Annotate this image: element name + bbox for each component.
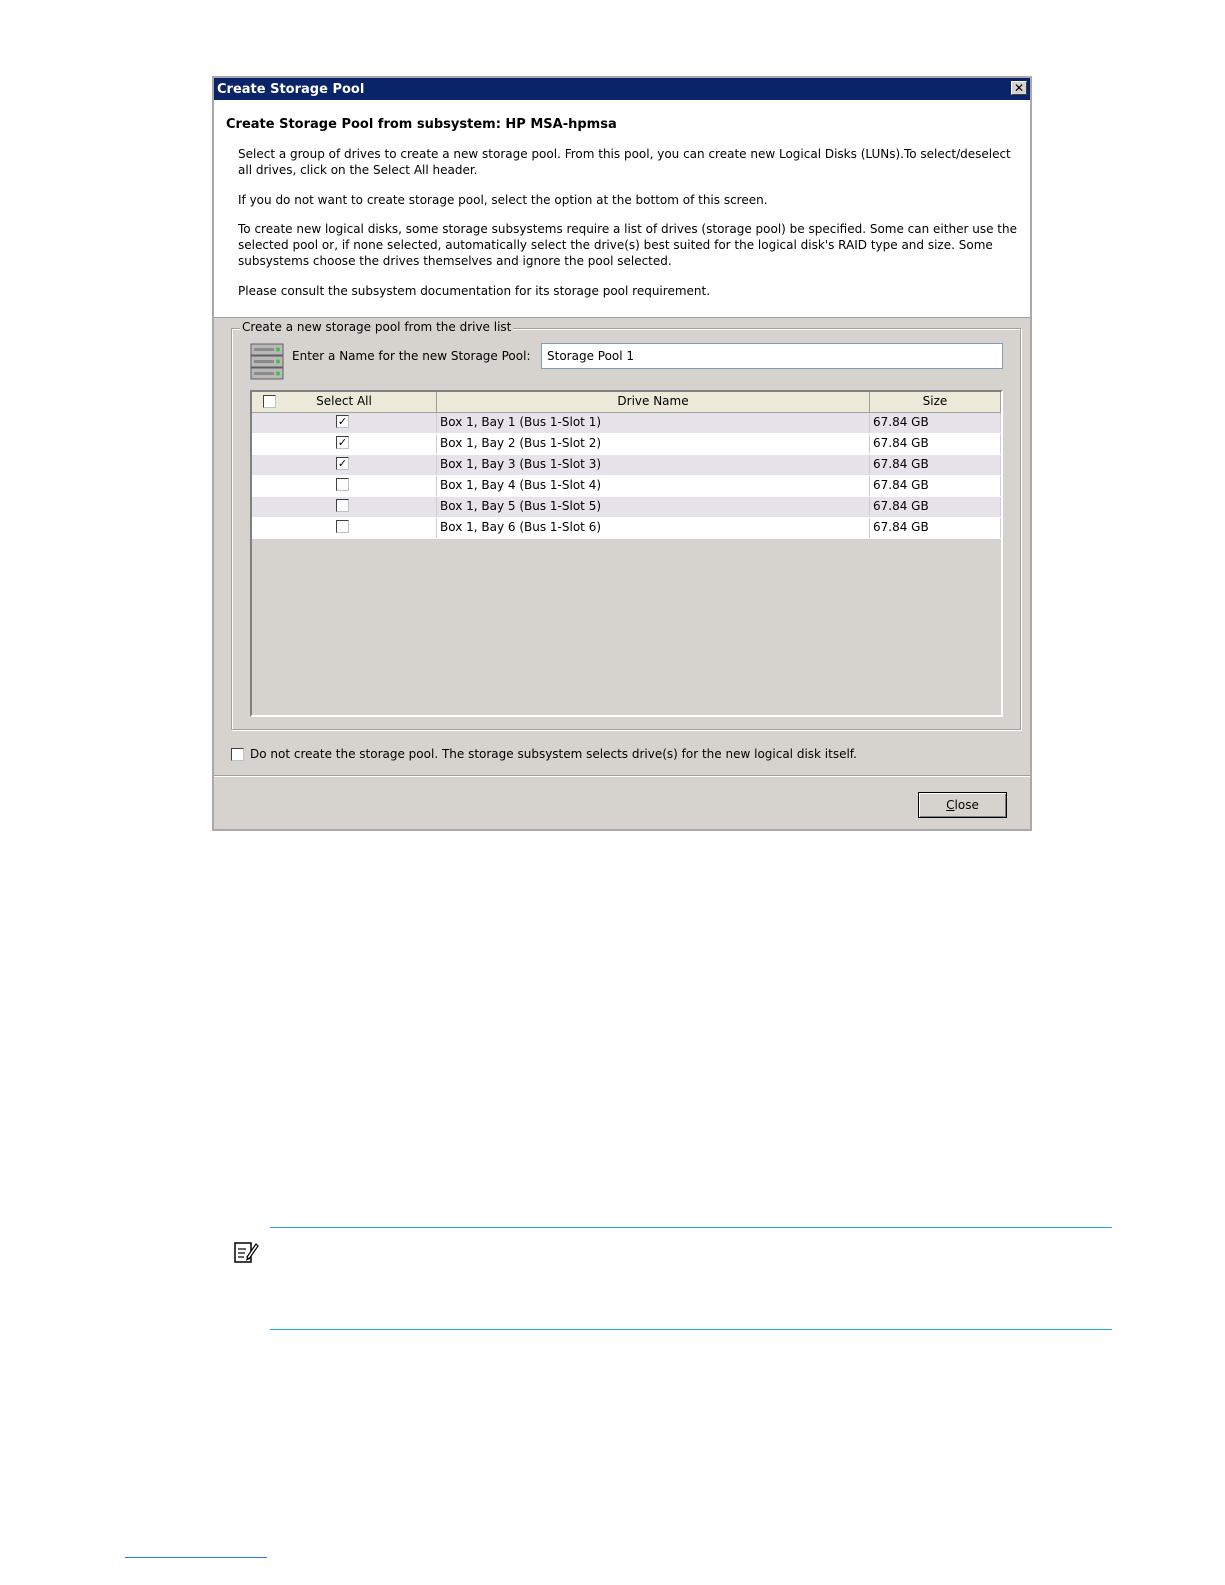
note-top-rule xyxy=(270,1227,1112,1228)
table-row[interactable] xyxy=(252,476,1001,497)
close-button[interactable] xyxy=(918,792,1007,818)
no-pool-label: Do not create the storage pool. The storage subsystem selects drive(s) for the new logical disk itself. xyxy=(250,747,857,761)
group-label: Create a new storage pool from the drive list xyxy=(242,320,512,334)
table-row[interactable] xyxy=(252,518,1001,539)
grid-header xyxy=(252,392,1001,413)
drive-select-cell[interactable] xyxy=(252,455,437,475)
table-row[interactable] xyxy=(252,455,1001,476)
drive-checkbox[interactable]: ✓ xyxy=(337,457,348,470)
pool-name-input[interactable] xyxy=(541,343,1003,369)
drive-name-cell: Box 1, Bay 3 (Bus 1-Slot 3) xyxy=(437,455,870,475)
info-paragraph-1: Select a group of drives to create a new storage pool. From this pool, you can create new Logical Disks (LUNs).To select/deselect all drives, click on the Select All header. xyxy=(238,147,1011,177)
footer-separator xyxy=(214,775,1030,777)
pool-name-label: Enter a Name for the new Storage Pool: xyxy=(292,349,531,363)
table-row[interactable] xyxy=(252,434,1001,455)
info-paragraph-4: Please consult the subsystem documentation for its storage pool requirement. xyxy=(238,284,711,298)
drive-checkbox[interactable]: ✓ xyxy=(337,436,348,449)
drive-name-cell: Box 1, Bay 4 (Bus 1-Slot 4) xyxy=(437,476,870,496)
dialog-heading: Create Storage Pool from subsystem: HP MSA-hpmsa xyxy=(226,117,617,132)
drive-name-cell: Box 1, Bay 5 (Bus 1-Slot 5) xyxy=(437,497,870,517)
drive-name-cell: Box 1, Bay 2 (Bus 1-Slot 2) xyxy=(437,434,870,454)
dialog-titlebar xyxy=(214,78,1030,100)
drive-size-cell: 67.84 GB xyxy=(870,476,1001,496)
drive-checkbox[interactable] xyxy=(336,520,349,533)
select-all-checkbox[interactable] xyxy=(263,395,276,408)
drive-select-cell[interactable] xyxy=(252,413,437,433)
drive-rows xyxy=(252,413,1001,539)
drive-name-cell: Box 1, Bay 6 (Bus 1-Slot 6) xyxy=(437,518,870,538)
footer-link-rule xyxy=(125,1557,267,1558)
drive-grid xyxy=(250,390,1003,717)
table-row[interactable] xyxy=(252,413,1001,434)
drive-size-cell: 67.84 GB xyxy=(870,497,1001,517)
close-button-label: lose xyxy=(954,798,979,812)
drive-list-group xyxy=(231,320,1021,730)
table-row[interactable] xyxy=(252,497,1001,518)
create-storage-pool-dialog xyxy=(212,76,1032,831)
select-all-header[interactable] xyxy=(252,392,437,412)
drive-name-header[interactable]: Drive Name xyxy=(437,392,870,412)
drive-name-cell: Box 1, Bay 1 (Bus 1-Slot 1) xyxy=(437,413,870,433)
drive-size-cell: 67.84 GB xyxy=(870,455,1001,475)
drive-size-cell: 67.84 GB xyxy=(870,434,1001,454)
drive-select-cell[interactable] xyxy=(252,518,437,538)
info-panel xyxy=(214,100,1030,318)
drive-select-cell[interactable] xyxy=(252,476,437,496)
close-button-accel: C xyxy=(946,798,955,812)
note-icon xyxy=(233,1240,259,1264)
storage-pool-icon xyxy=(250,343,284,381)
drive-size-cell: 67.84 GB xyxy=(870,518,1001,538)
drive-checkbox[interactable] xyxy=(336,499,349,512)
drive-select-cell[interactable] xyxy=(252,497,437,517)
drive-checkbox[interactable] xyxy=(336,478,349,491)
select-all-label: Select All xyxy=(316,394,372,408)
info-paragraph-2: If you do not want to create storage pool, select the option at the bottom of this screen. xyxy=(238,193,768,207)
info-paragraph-3: To create new logical disks, some storage subsystems require a list of drives (storage pool) be specified. Some can either use the selected pool or, if none selected, automatically select the drive(s) best suited for the logical disk's RAID type and size. Some subsystems choose the drives themselves and ignore the pool selected. xyxy=(238,222,1017,268)
no-pool-checkbox[interactable] xyxy=(231,748,244,761)
size-header[interactable]: Size xyxy=(870,392,1001,412)
drive-checkbox[interactable]: ✓ xyxy=(337,415,348,428)
drive-size-cell: 67.84 GB xyxy=(870,413,1001,433)
close-icon[interactable]: ✕ xyxy=(1011,81,1027,95)
note-bottom-rule xyxy=(270,1329,1112,1330)
drive-select-cell[interactable] xyxy=(252,434,437,454)
no-pool-option[interactable] xyxy=(231,747,857,761)
dialog-title: Create Storage Pool xyxy=(217,81,365,97)
